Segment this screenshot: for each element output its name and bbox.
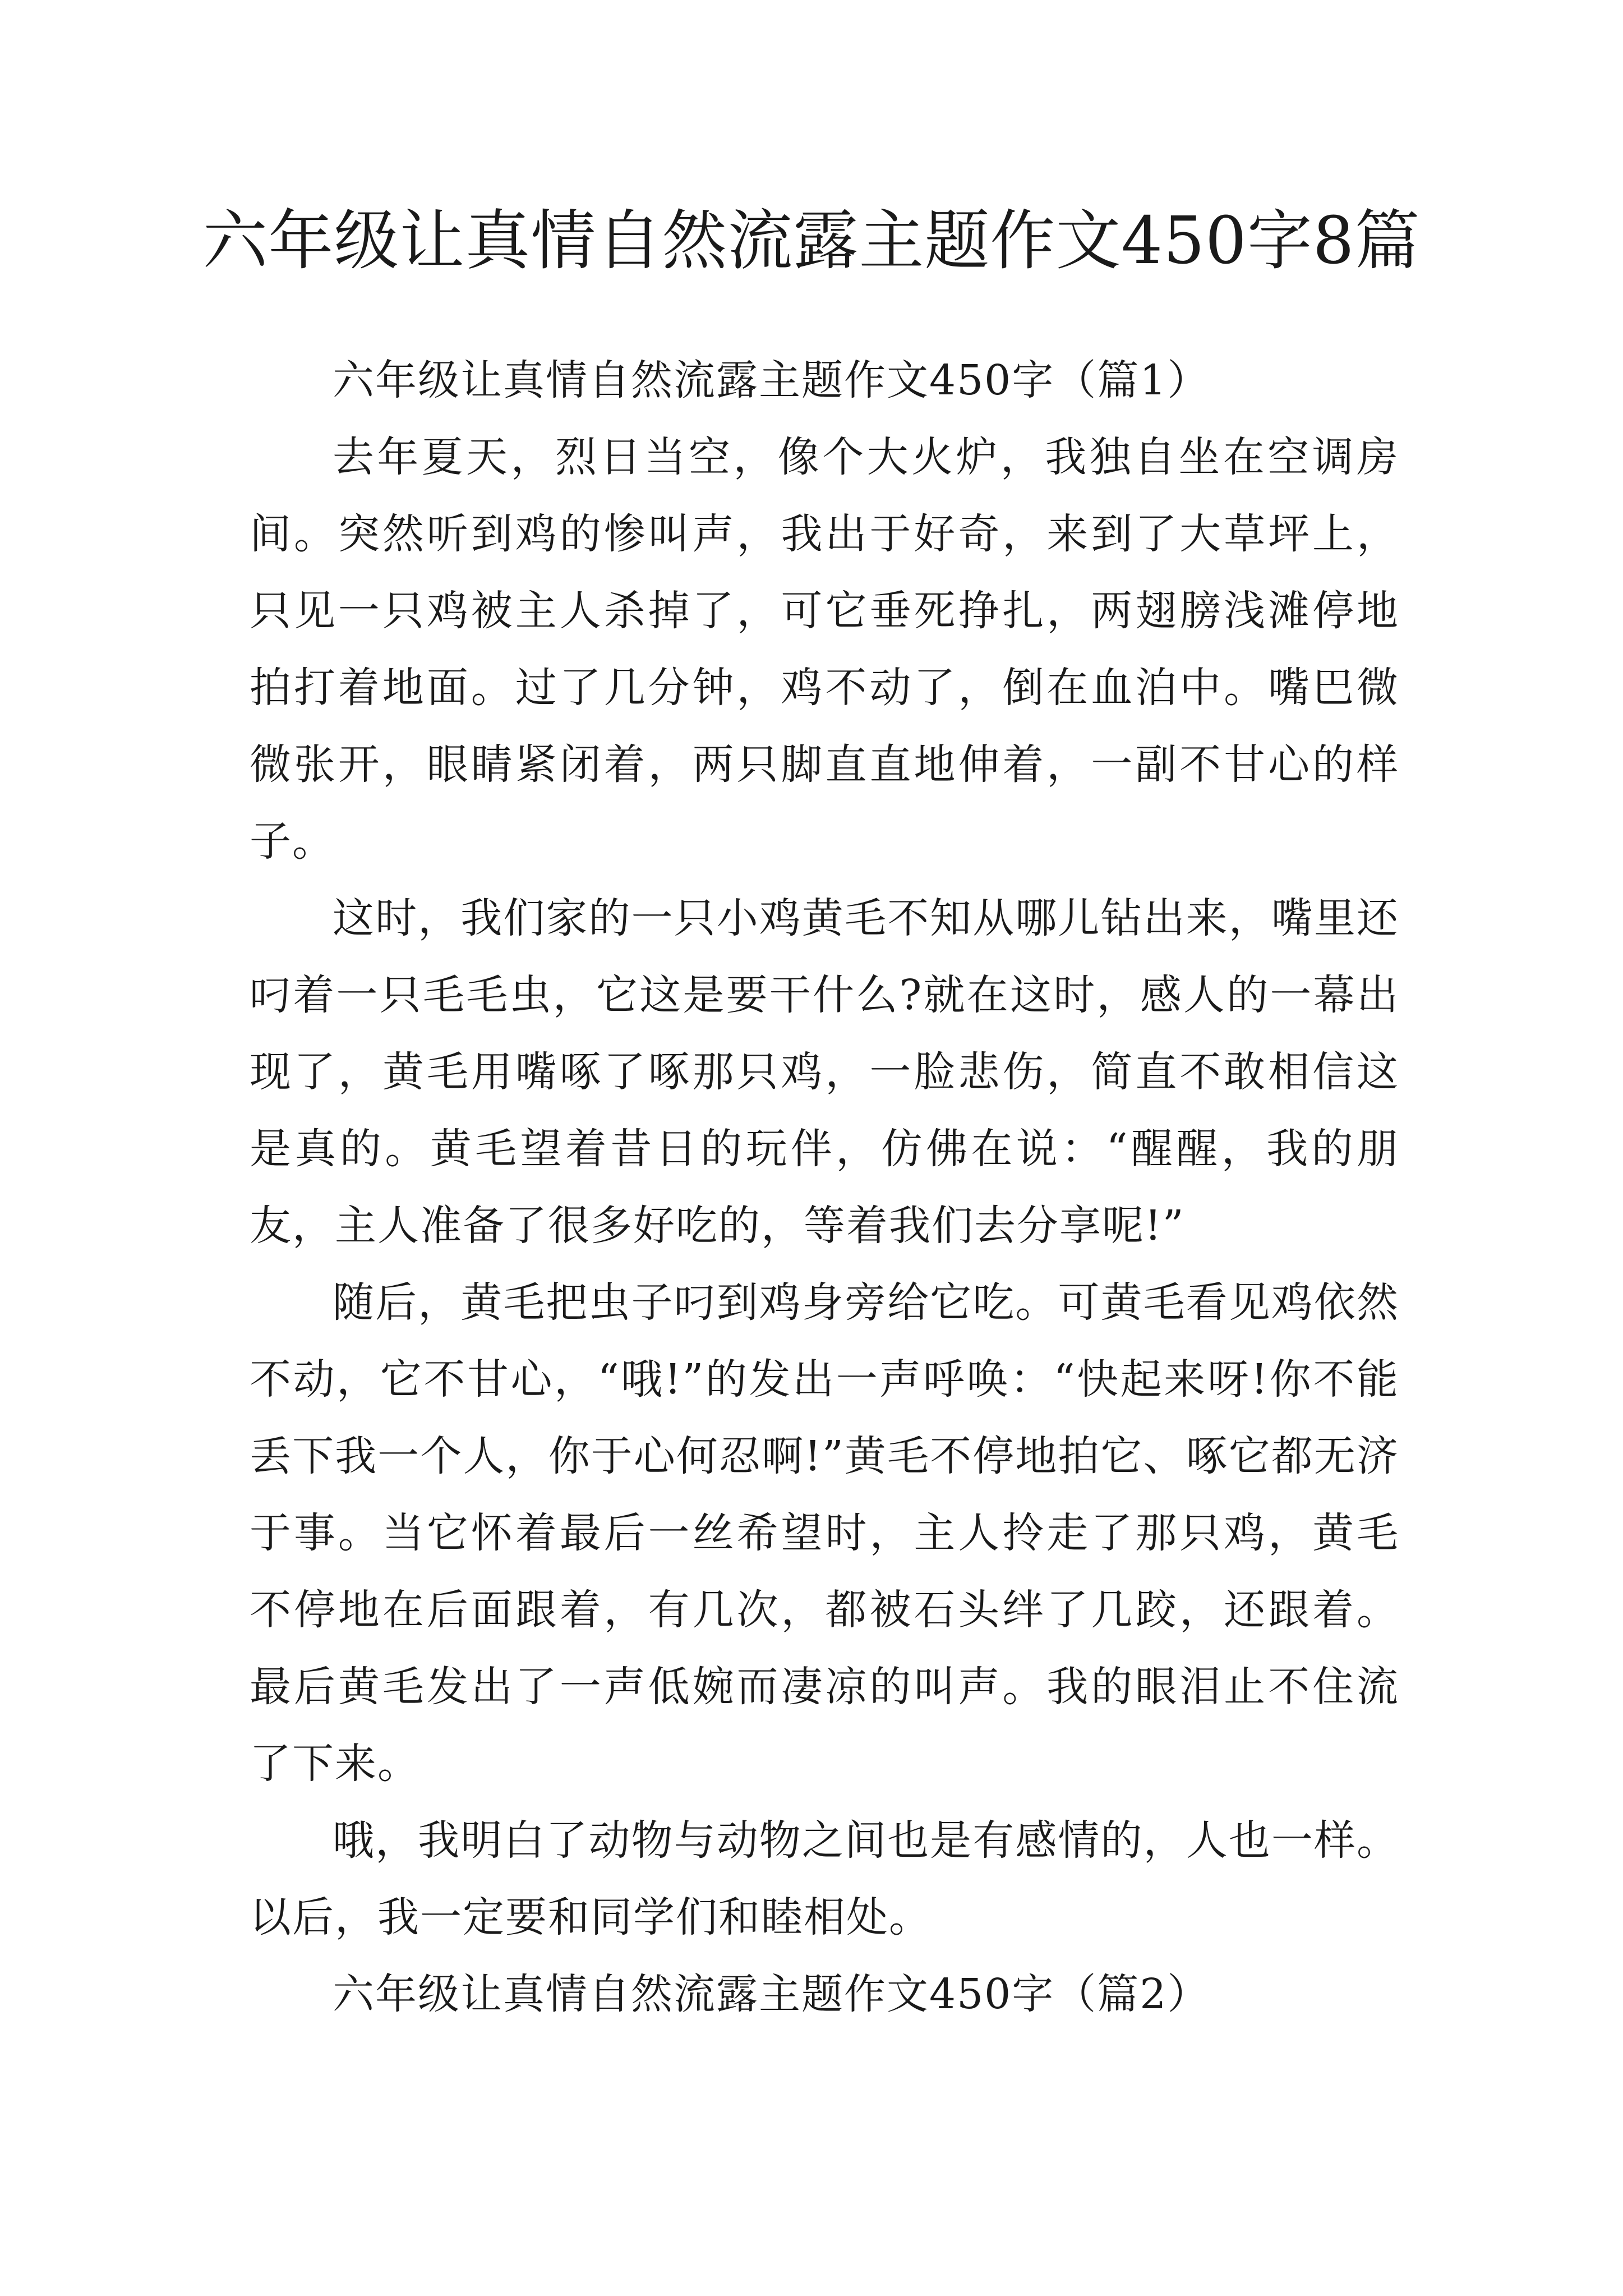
paragraph: 随后，黄毛把虫子叼到鸡身旁给它吃。可黄毛看见鸡依然不动，它不甘心，“哦!”的发出一声呼唤：“快起来呀!你不能丢下我一个人，你于心何忍啊!”黄毛不停地拍它、啄它都无济于事。当它怀着最后一丝希望时，主人拎走了那只鸡，黄毛不停地在后面跟着，有几次，都被石头绊了几跤，还跟着。最后黄毛发出了一声低婉而凄凉的叫声。我的眼泪止不住流了下来。 bbox=[250, 1278, 1399, 1788]
section-heading-1: 六年级让真情自然流露主题作文450字（篇1） bbox=[333, 356, 1210, 404]
section-heading-2: 六年级让真情自然流露主题作文450字（篇2） bbox=[333, 1970, 1210, 2018]
page-title: 六年级让真情自然流露主题作文450字8篇 bbox=[202, 203, 1421, 279]
paragraph: 这时，我们家的一只小鸡黄毛不知从哪儿钻出来，嘴里还叼着一只毛毛虫，它这是要干什么?就在这时，感人的一幕出现了，黄毛用嘴啄了啄那只鸡，一脸悲伤，简直不敢相信这是真的。黄毛望着昔日的玩伴，仿佛在说：“醒醒，我的朋友，主人准备了很多好吃的，等着我们去分享呢!” bbox=[250, 894, 1399, 1250]
document-body bbox=[250, 342, 1399, 2033]
paragraph: 去年夏天，烈日当空，像个大火炉，我独自坐在空调房间。突然听到鸡的惨叫声，我出于好奇，来到了大草坪上，只见一只鸡被主人杀掉了，可它垂死挣扎，两翅膀浅滩停地拍打着地面。过了几分钟，鸡不动了，倒在血泊中。嘴巴微微张开，眼睛紧闭着，两只脚直直地伸着，一副不甘心的样子。 bbox=[250, 433, 1399, 866]
paragraph: 哦，我明白了动物与动物之间也是有感情的，人也一样。以后，我一定要和同学们和睦相处。 bbox=[250, 1816, 1399, 1941]
